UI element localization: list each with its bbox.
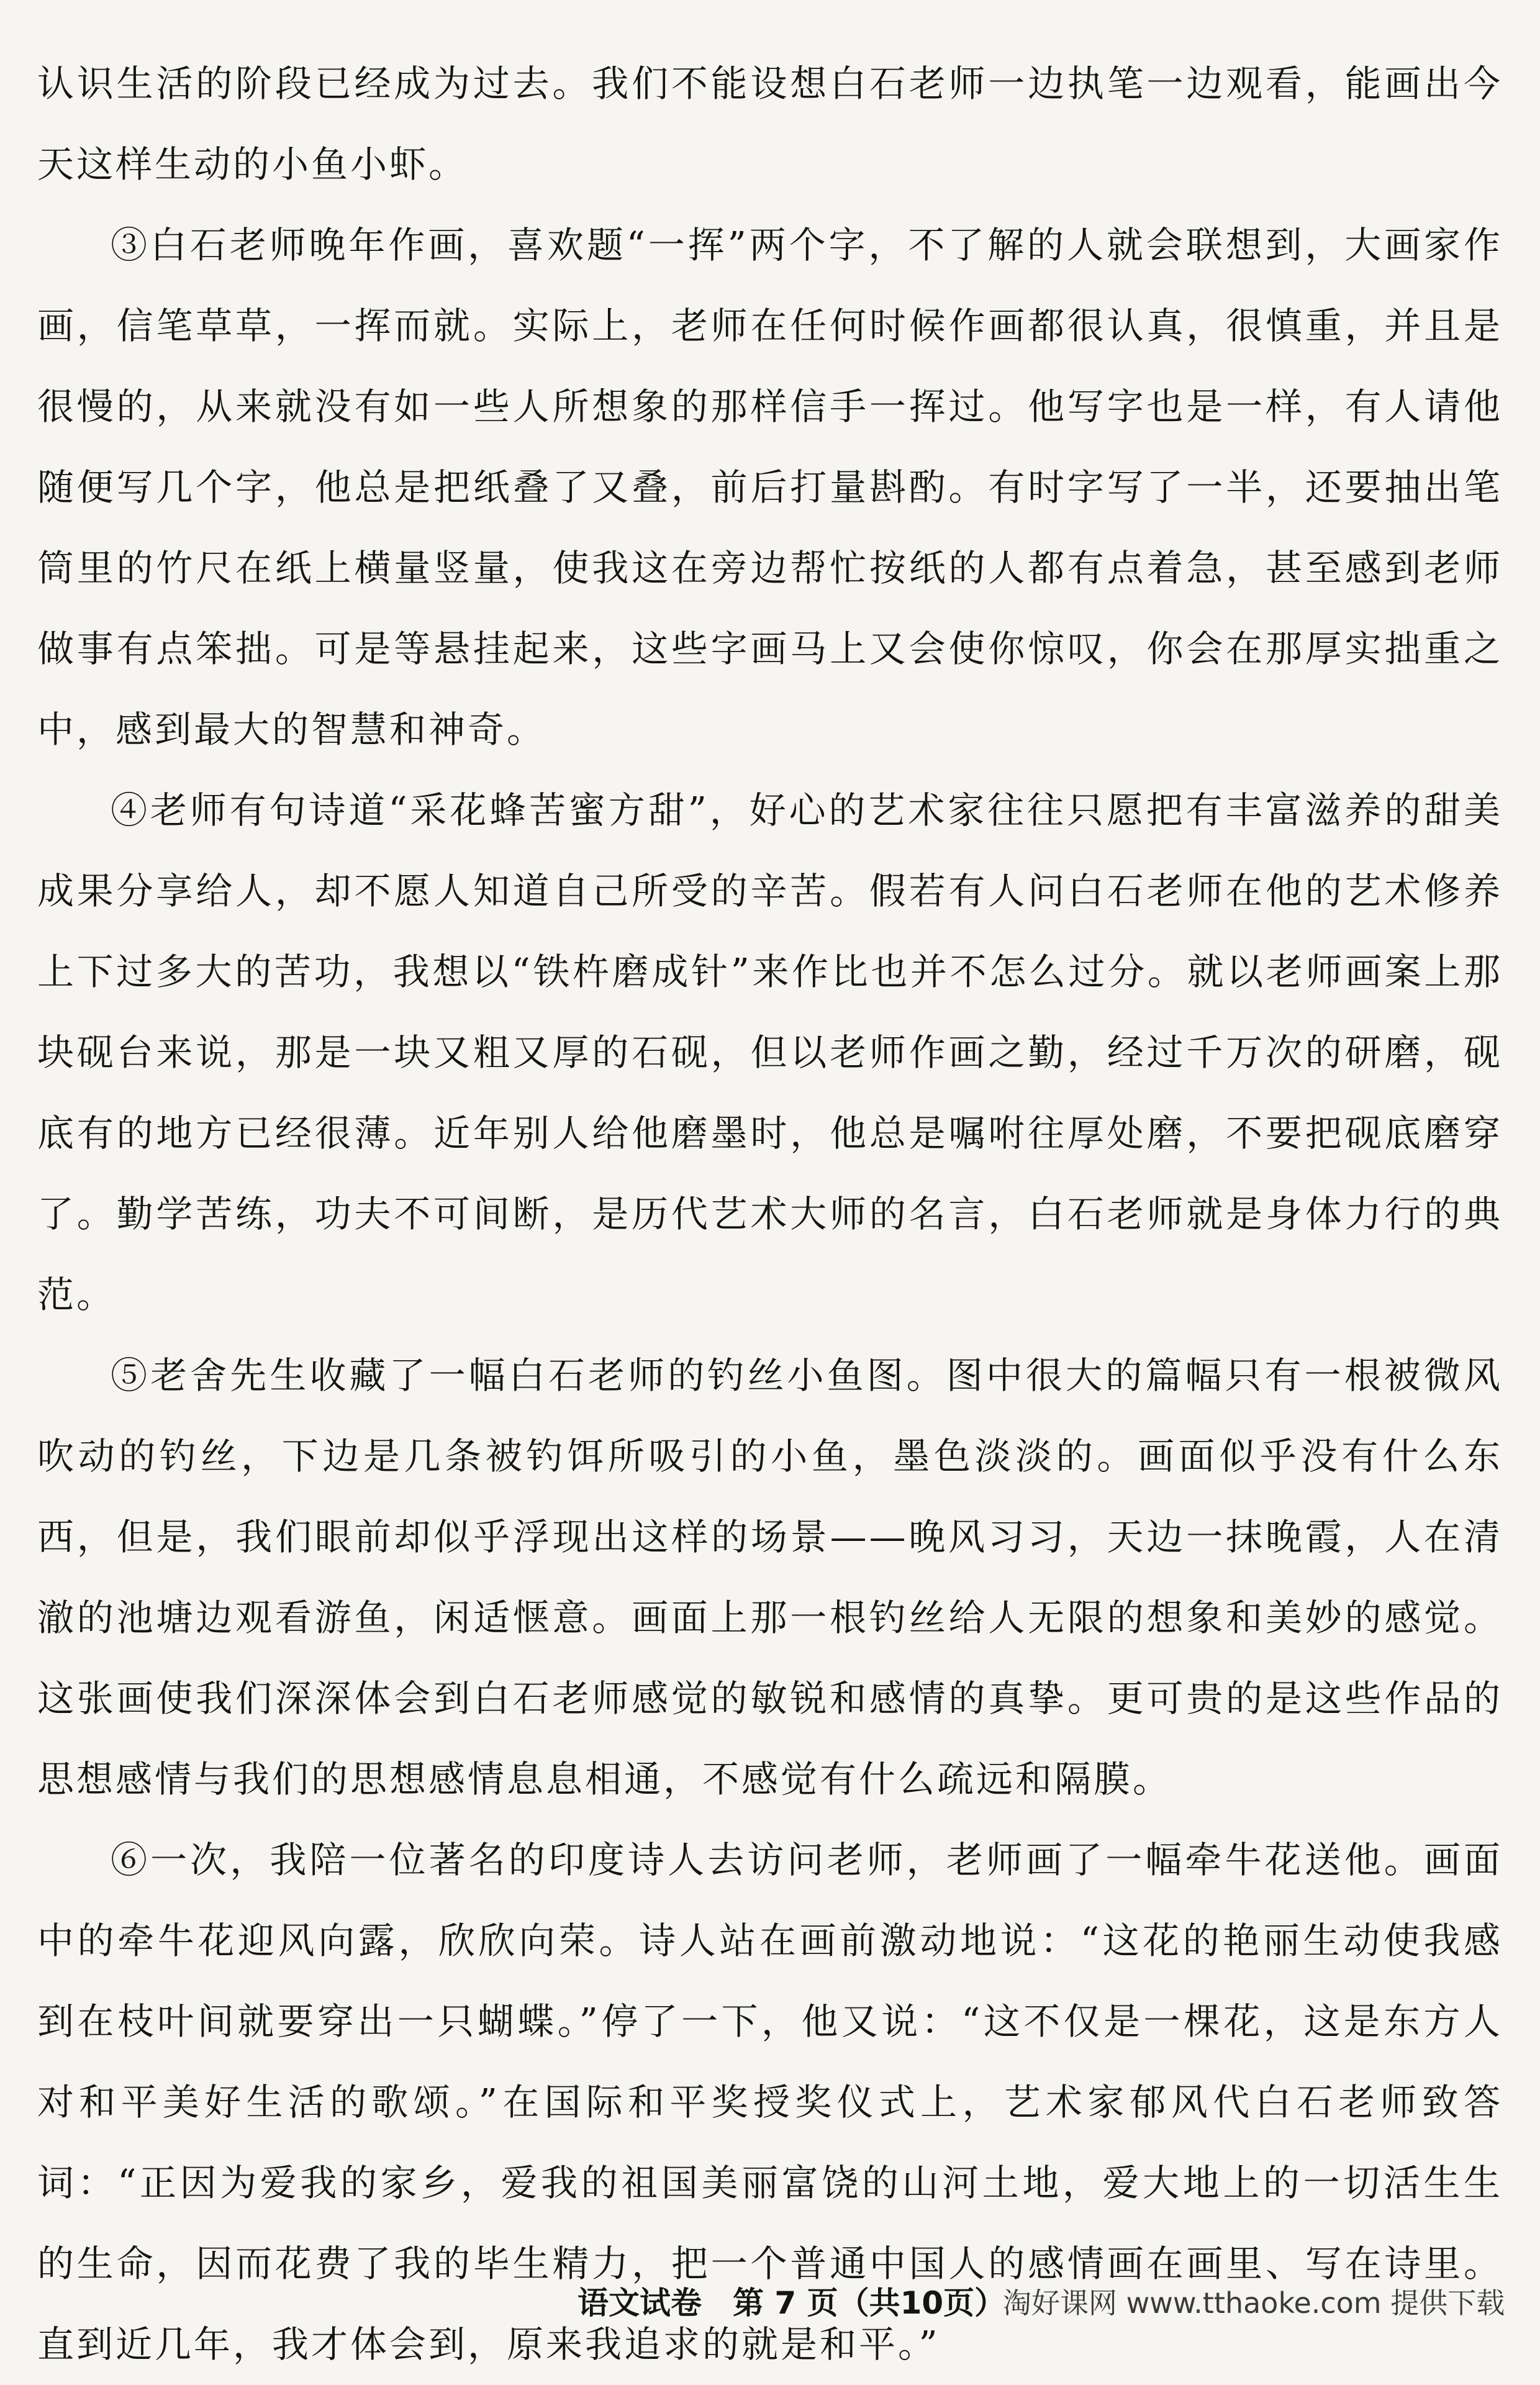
- page-footer: 语文试卷 第 7 页（共10页）: [578, 2285, 1006, 2321]
- paragraph-6: ⑥一次，我陪一位著名的印度诗人去访问老师，老师画了一幅牵牛花送他。画面中的牵牛花迎风向露，欣欣向荣。诗人站在画前激动地说：“这花的艳丽生动使我感到在枝叶间就要穿出一只蝴蝶。”停了一下，他又说：“这不仅是一棵花，这是东方人对和平美好生活的歌颂。”在国际和平奖授奖仪式上，艺术家郁风代白石老师致答词：“正因为爱我的家乡，爱我的祖国美丽富饶的山河土地，爱大地上的一切活生生的生命，因而花费了我的毕生精力，把一个普通中国人的感情画在画里、写在诗里。直到近几年，我才体会到，原来我追求的就是和平。”: [37, 1838, 1503, 2366]
- site-watermark: 淘好课网 www.tthaoke.com 提供下载: [1003, 2286, 1505, 2320]
- paragraph-5: ⑤老舍先生收藏了一幅白石老师的钓丝小鱼图。图中很大的篇幅只有一根被微风吹动的钓丝，下边是几条被钓饵所吸引的小鱼，墨色淡淡的。画面似乎没有什么东西，但是，我们眼前却似乎浮现出这样的场景——晚风习习，天边一抹晚霞，人在清澈的池塘边观看游鱼，闲适惬意。画面上那一根钓丝给人无限的想象和美妙的感觉。这张画使我们深深体会到白石老师感觉的敏锐和感情的真挚。更可贵的是这些作品的思想感情与我们的思想感情息息相通，不感觉有什么疏远和隔膜。: [37, 1354, 1503, 1801]
- paragraph-4: ④老师有句诗道“采花蜂苦蜜方甜”，好心的艺术家往往只愿把有丰富滋养的甜美成果分享给人，却不愿人知道自己所受的辛苦。假若有人问白石老师在他的艺术修养上下过多大的苦功，我想以“铁杵磨成针”来作比也并不怎么过分。就以老师画案上那块砚台来说，那是一块又粗又厚的石砚，但以老师作画之勤，经过千万次的研磨，砚底有的地方已经很薄。近年别人给他磨墨时，他总是嘱咐往厚处磨，不要把砚底磨穿了。勤学苦练，功夫不可间断，是历代艺术大师的名言，白石老师就是身体力行的典范。: [37, 789, 1503, 1316]
- paragraph-3: ③白石老师晚年作画，喜欢题“一挥”两个字，不了解的人就会联想到，大画家作画，信笔草草，一挥而就。实际上，老师在任何时候作画都很认真，很慎重，并且是很慢的，从来就没有如一些人所想象的那样信手一挥过。他写字也是一样，有人请他随便写几个字，他总是把纸叠了又叠，前后打量斟酌。有时字写了一半，还要抽出笔筒里的竹尺在纸上横量竖量，使我这在旁边帮忙按纸的人都有点着急，甚至感到老师做事有点笨拙。可是等悬挂起来，这些字画马上又会使你惊叹，你会在那厚实拙重之中，感到最大的智慧和神奇。: [37, 224, 1503, 751]
- paragraph-continuation: 认识生活的阶段已经成为过去。我们不能设想白石老师一边执笔一边观看，能画出今天这样生动的小鱼小虾。: [37, 62, 1503, 186]
- reading-passage: [37, 43, 1503, 2385]
